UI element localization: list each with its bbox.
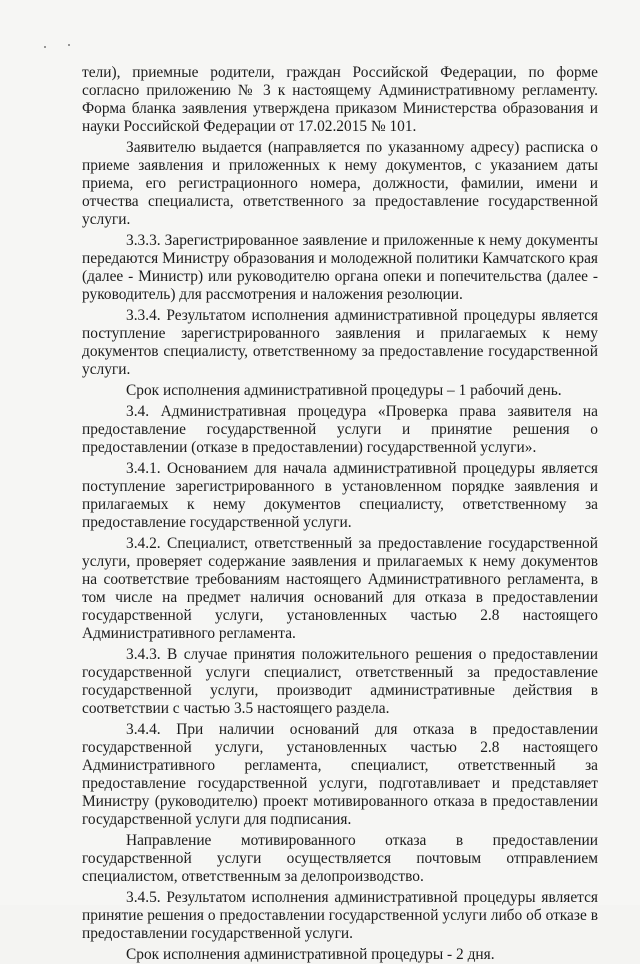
- paragraph-9: 3.4.3. В случае принятия положительного решения о предоставлении государственной услуги специалист, ответственный за предоставление государственной услуги, производит административные действия в соответствии с частью 3.5 настоящего раздела.: [82, 646, 598, 717]
- paragraph-10: 3.4.4. При наличии оснований для отказа в предоставлении государственной услуги, установленных частью 2.8 настоящего Административного регламента, специалист, ответственный за предоставление государственной услуги, подготавливает и представляет Министру (руководителю) проект мотивированного отказа в предоставлении государственной услуги для подписания.: [82, 721, 598, 828]
- paragraph-2: Заявителю выдается (направляется по указанному адресу) расписка о приеме заявления и приложенных к нему документов, с указанием даты приема, его регистрационного номера, должности, фамилии, имени и отчества специалиста, ответственного за предоставление государственной услуги.: [82, 139, 598, 228]
- scan-speck: [44, 46, 46, 48]
- paragraph-7: 3.4.1. Основанием для начала административной процедуры является поступление зарегистрированного в установленном порядке заявления и прилагаемых к нему документов специалисту, ответственному за предоставление государственной услуги.: [82, 460, 598, 531]
- paragraph-3: 3.3.3. Зарегистрированное заявление и приложенные к нему документы передаются Министру образования и молодежной политики Камчатского края (далее - Министр) или руководителю органа опеки и попечительства (далее - руководитель) для рассмотрения и наложения резолюции.: [82, 232, 598, 303]
- paragraph-8: 3.4.2. Специалист, ответственный за предоставление государственной услуги, проверяет содержание заявления и прилагаемых к нему документов на соответствие требованиям настоящего Административного регламента, в том числе на предмет наличия оснований для отказа в предоставлении государственной услуги, установленных частью 2.8 настоящего Административного регламента.: [82, 535, 598, 642]
- paragraph-12: 3.4.5. Результатом исполнения административной процедуры является принятие решения о предоставлении государственной услуги либо об отказе в предоставлении государственной услуги.: [82, 889, 598, 942]
- paragraph-5: Срок исполнения административной процедуры – 1 рабочий день.: [126, 382, 562, 399]
- paragraph-1: тели), приемные родители, граждан Российской Федерации, по форме согласно приложению № 3 к настоящему Административному регламенту. Форма бланка заявления утверждена приказом Министерства образования и науки Российской Федерации от 17.02.2015 № 101.: [82, 64, 598, 135]
- paragraph-13: Срок исполнения административной процедуры - 2 дня.: [126, 946, 495, 963]
- paragraph-4: 3.3.4. Результатом исполнения административной процедуры является поступление зарегистрированного заявления и прилагаемых к нему документов специалисту, ответственному за предоставление государственной услуги.: [82, 307, 598, 378]
- paragraph-11: Направление мотивированного отказа в предоставлении государственной услуги осуществляется почтовым отправлением специалистом, ответственным за делопроизводство.: [82, 832, 598, 885]
- scan-speck: [68, 44, 70, 46]
- paragraph-6: 3.4. Административная процедура «Проверка права заявителя на предоставление государственной услуги и принятие решения о предоставлении (отказе в предоставлении) государственной услуги».: [82, 403, 598, 456]
